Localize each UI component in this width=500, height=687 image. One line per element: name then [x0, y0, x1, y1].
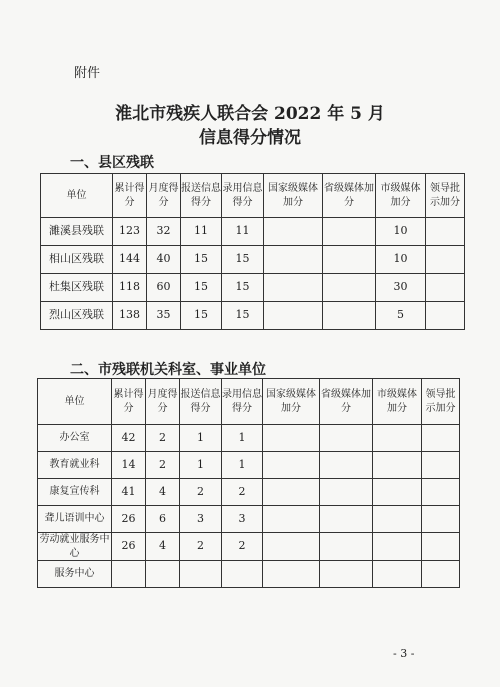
table-cell — [320, 452, 373, 479]
table-header-row — [38, 379, 460, 425]
table-cell: 4 — [146, 479, 180, 506]
table-cell: 1 — [222, 452, 263, 479]
header-cell: 累计得分 — [112, 379, 146, 425]
table-cell: 30 — [376, 274, 426, 302]
table-cell — [323, 246, 376, 274]
table-cell: 4 — [146, 533, 180, 561]
table-row — [38, 452, 460, 479]
header-cell: 月度得分 — [147, 174, 181, 218]
table-cell: 办公室 — [38, 425, 112, 452]
table-cell: 26 — [112, 533, 146, 561]
page-number: - 3 - — [393, 647, 415, 660]
table-cell: 40 — [147, 246, 181, 274]
table-cell — [373, 479, 422, 506]
table-cell — [422, 479, 460, 506]
header-cell: 省级媒体加分 — [323, 174, 376, 218]
table-cell — [373, 561, 422, 588]
header-cell: 录用信息得分 — [222, 379, 263, 425]
header-cell: 市级媒体加分 — [373, 379, 422, 425]
table-cell — [422, 452, 460, 479]
table-row — [41, 302, 465, 330]
table-row — [38, 561, 460, 588]
table-cell: 杜集区残联 — [41, 274, 113, 302]
section1-table — [40, 173, 465, 330]
table-cell: 138 — [113, 302, 147, 330]
table-cell: 3 — [222, 506, 263, 533]
table-cell — [426, 246, 465, 274]
table-cell — [320, 425, 373, 452]
table-cell — [263, 561, 320, 588]
header-cell: 领导批示加分 — [426, 174, 465, 218]
header-cell: 领导批示加分 — [422, 379, 460, 425]
table-cell — [426, 302, 465, 330]
table-row — [41, 218, 465, 246]
table-cell — [112, 561, 146, 588]
table-cell: 123 — [113, 218, 147, 246]
table-cell: 32 — [147, 218, 181, 246]
table-cell — [146, 561, 180, 588]
header-cell: 国家级媒体加分 — [264, 174, 323, 218]
table-cell: 15 — [181, 302, 222, 330]
table-cell — [323, 218, 376, 246]
table-cell: 42 — [112, 425, 146, 452]
table-row — [38, 506, 460, 533]
table-cell — [422, 506, 460, 533]
table-cell — [323, 274, 376, 302]
header-cell: 省级媒体加分 — [320, 379, 373, 425]
header-cell: 报送信息得分 — [180, 379, 222, 425]
table-cell: 2 — [180, 479, 222, 506]
table-cell: 1 — [180, 452, 222, 479]
table-cell: 41 — [112, 479, 146, 506]
table-cell: 5 — [376, 302, 426, 330]
header-cell: 市级媒体加分 — [376, 174, 426, 218]
table-header-row — [41, 174, 465, 218]
table-cell — [422, 561, 460, 588]
table-cell — [263, 506, 320, 533]
table-cell: 康复宣传科 — [38, 479, 112, 506]
table-cell — [323, 302, 376, 330]
table-cell — [264, 246, 323, 274]
table-cell: 2 — [146, 452, 180, 479]
table-cell — [373, 533, 422, 561]
table-row — [41, 246, 465, 274]
table-cell — [422, 425, 460, 452]
table-row — [38, 479, 460, 506]
table-cell: 15 — [222, 246, 264, 274]
table-cell — [263, 425, 320, 452]
table-cell: 服务中心 — [38, 561, 112, 588]
table-cell — [263, 533, 320, 561]
table-cell: 教育就业科 — [38, 452, 112, 479]
table-cell: 3 — [180, 506, 222, 533]
header-cell: 录用信息得分 — [222, 174, 264, 218]
section1-heading: 一、县区残联 — [70, 155, 154, 171]
table-cell — [222, 561, 263, 588]
table-cell: 15 — [181, 246, 222, 274]
table-cell — [426, 274, 465, 302]
table-cell: 11 — [222, 218, 264, 246]
table-cell: 劳动就业服务中心 — [39, 534, 110, 559]
section2-heading: 二、市残联机关科室、事业单位 — [70, 362, 266, 378]
table-cell — [264, 274, 323, 302]
table-cell — [320, 561, 373, 588]
table-cell: 濉溪县残联 — [41, 218, 113, 246]
table-cell — [320, 479, 373, 506]
table-cell: 2 — [222, 533, 263, 561]
table-cell: 2 — [146, 425, 180, 452]
header-cell: 单位 — [38, 379, 112, 425]
table-row — [38, 533, 460, 561]
header-cell: 月度得分 — [146, 379, 180, 425]
table-cell: 1 — [180, 425, 222, 452]
table-cell: 60 — [147, 274, 181, 302]
table-cell — [263, 452, 320, 479]
table-row — [41, 274, 465, 302]
table-cell — [320, 506, 373, 533]
table-cell: 聋儿语训中心 — [38, 506, 112, 533]
header-cell: 累计得分 — [113, 174, 147, 218]
table-cell: 6 — [146, 506, 180, 533]
table-cell — [373, 425, 422, 452]
document-title-line2: 信息得分情况 — [199, 128, 301, 148]
table-cell — [426, 218, 465, 246]
attachment-label: 附件 — [74, 66, 101, 81]
header-cell: 报送信息得分 — [181, 174, 222, 218]
table-cell — [373, 506, 422, 533]
table-cell: 15 — [181, 274, 222, 302]
table-cell: 2 — [180, 533, 222, 561]
table-cell: 35 — [147, 302, 181, 330]
table-cell: 26 — [112, 506, 146, 533]
table-cell: 10 — [376, 218, 426, 246]
table-cell: 11 — [181, 218, 222, 246]
document-title-line1: 淮北市残疾人联合会 2022 年 5 月 — [115, 104, 385, 124]
table-cell — [180, 561, 222, 588]
header-cell: 单位 — [41, 174, 113, 218]
table-cell: 14 — [112, 452, 146, 479]
table-cell — [263, 479, 320, 506]
table-cell: 烈山区残联 — [41, 302, 113, 330]
table-cell: 相山区残联 — [41, 246, 113, 274]
table-cell — [422, 533, 460, 561]
table-cell — [373, 452, 422, 479]
table-cell: 10 — [376, 246, 426, 274]
table-cell: 15 — [222, 302, 264, 330]
table-cell — [320, 533, 373, 561]
table-cell: 15 — [222, 274, 264, 302]
table-cell — [264, 302, 323, 330]
table-cell: 1 — [222, 425, 263, 452]
section2-table — [37, 378, 460, 588]
table-cell: 144 — [113, 246, 147, 274]
table-cell: 118 — [113, 274, 147, 302]
table-cell: 2 — [222, 479, 263, 506]
table-cell — [264, 218, 323, 246]
header-cell: 国家级媒体加分 — [263, 379, 320, 425]
table-row — [38, 425, 460, 452]
